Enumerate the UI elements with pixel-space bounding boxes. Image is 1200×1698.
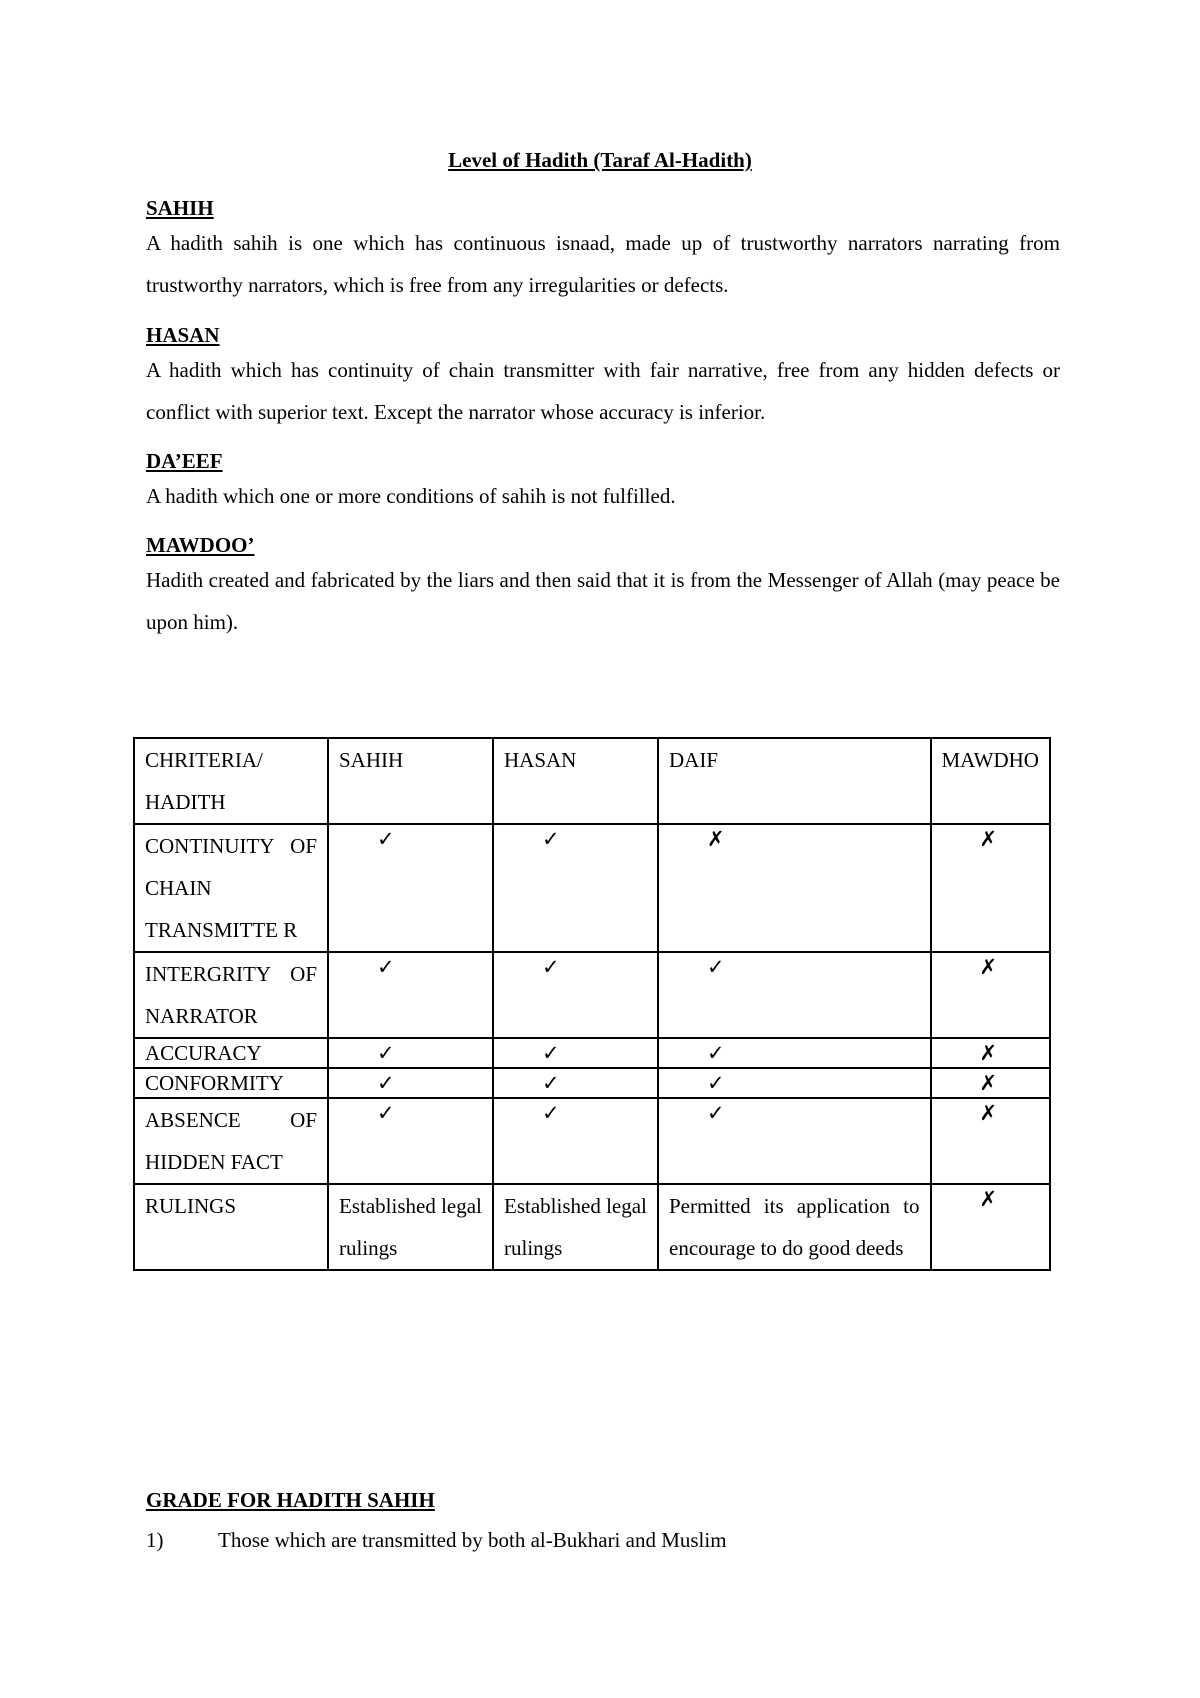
section-sahih [146, 194, 1060, 306]
table-row [134, 1184, 1050, 1270]
cross-icon: ✗ [979, 1101, 998, 1125]
header-cell: CHRITERIA/ HADITH [134, 738, 328, 824]
section-hasan [146, 321, 1060, 433]
check-icon: ✓ [707, 955, 725, 979]
section-heading: SAHIH [146, 196, 214, 220]
section-heading: MAWDOO’ [146, 533, 255, 557]
cross-icon: ✗ [979, 1041, 998, 1065]
check-icon: ✓ [377, 1071, 395, 1095]
section-text: Hadith created and fabricated by the liars and then said that it is from the Messenger of Allah (may peace be upon him). [146, 568, 1060, 634]
criteria-table [133, 737, 1051, 1271]
ruling-cell: Established legal rulings [493, 1184, 658, 1270]
cross-icon: ✗ [979, 1071, 998, 1095]
header-cell: MAWDHO [931, 738, 1051, 824]
ruling-cell: Permitted its application to encourage to do good deeds [658, 1184, 931, 1270]
check-icon: ✓ [377, 1041, 395, 1065]
table-row [134, 1038, 1050, 1068]
cross-icon: ✗ [979, 1187, 998, 1211]
page-title: Level of Hadith (Taraf Al-Hadith) [448, 148, 752, 172]
section-text: A hadith sahih is one which has continuous isnaad, made up of trustworthy narrators narrating from trustworthy narrators, which is free from any irregularities or defects. [146, 231, 1060, 297]
check-icon: ✓ [542, 1101, 560, 1125]
table-row [134, 824, 1050, 952]
cross-icon: ✗ [979, 827, 998, 851]
header-cell: DAIF [658, 738, 931, 824]
header-cell: HASAN [493, 738, 658, 824]
section-daeef [146, 447, 1060, 517]
table-row [134, 1098, 1050, 1184]
table-header-row [134, 738, 1050, 824]
section-mawdoo [146, 531, 1060, 643]
ruling-cell: Established legal rulings [328, 1184, 493, 1270]
section-heading: HASAN [146, 323, 220, 347]
check-icon: ✓ [707, 1041, 725, 1065]
list-item [146, 1528, 727, 1553]
check-icon: ✓ [707, 1101, 725, 1125]
criteria-cell: INTERGRITY OF NARRATOR [134, 952, 328, 1038]
check-icon: ✓ [542, 827, 560, 851]
check-icon: ✓ [377, 827, 395, 851]
check-icon: ✓ [707, 1071, 725, 1095]
table-row [134, 952, 1050, 1038]
criteria-cell: CONTINUITY OF CHAIN TRANSMITTE R [134, 824, 328, 952]
list-number: 1) [146, 1528, 164, 1552]
grade-heading: GRADE FOR HADITH SAHIH [146, 1488, 435, 1512]
criteria-cell: ACCURACY [134, 1038, 328, 1068]
table-row [134, 1068, 1050, 1098]
section-heading: DA’EEF [146, 449, 223, 473]
cross-icon: ✗ [979, 955, 998, 979]
section-text: A hadith which has continuity of chain transmitter with fair narrative, free from any hidden defects or conflict with superior text. Except the narrator whose accuracy is inferior. [146, 358, 1060, 424]
list-item-text: Those which are transmitted by both al-Bukhari and Muslim [218, 1528, 727, 1552]
check-icon: ✓ [377, 955, 395, 979]
check-icon: ✓ [542, 955, 560, 979]
header-cell: SAHIH [328, 738, 493, 824]
check-icon: ✓ [542, 1041, 560, 1065]
criteria-cell: ABSENCE OF HIDDEN FACT [134, 1098, 328, 1184]
section-text: A hadith which one or more conditions of sahih is not fulfilled. [146, 484, 676, 508]
cross-icon: ✗ [707, 827, 725, 851]
check-icon: ✓ [542, 1071, 560, 1095]
criteria-cell: CONFORMITY [134, 1068, 328, 1098]
criteria-cell: RULINGS [134, 1184, 328, 1270]
check-icon: ✓ [377, 1101, 395, 1125]
